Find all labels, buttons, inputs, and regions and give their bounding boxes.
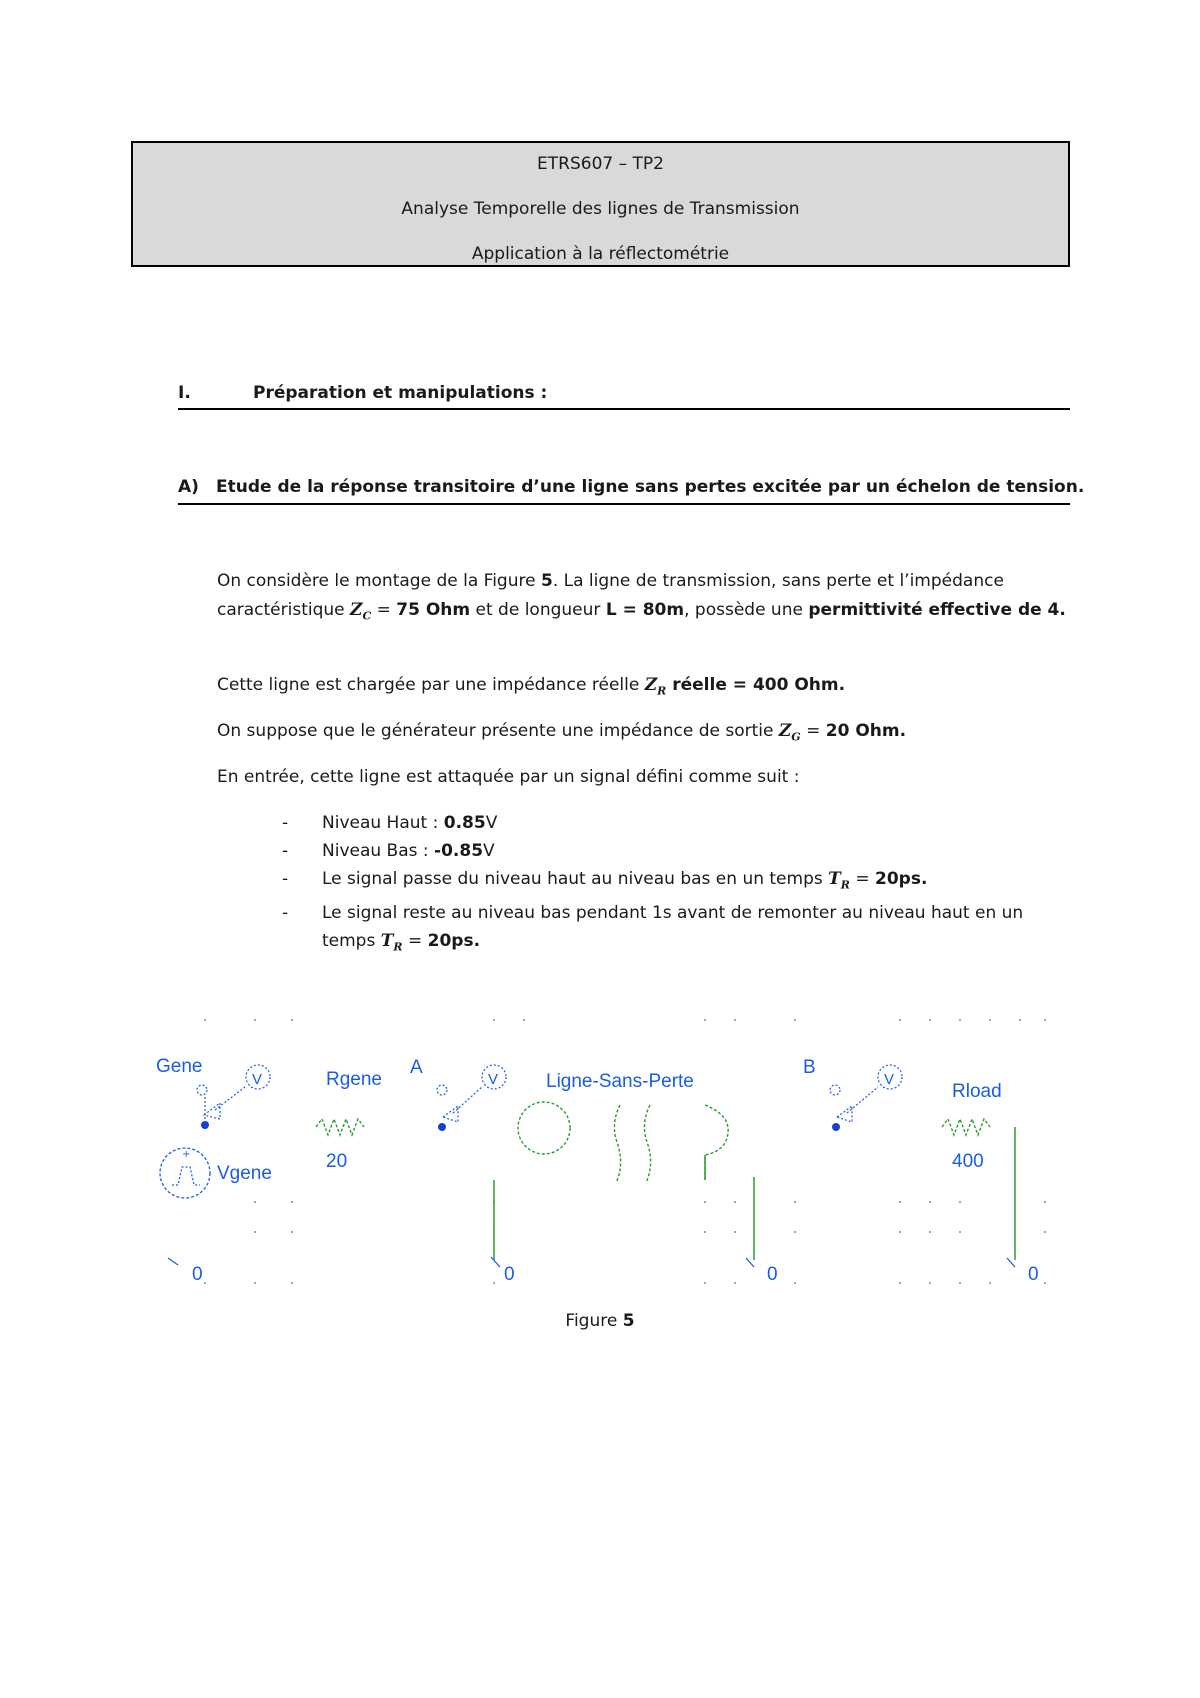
- ground-b-line: [746, 1258, 778, 1285]
- figure-caption: Figure 5: [565, 1311, 635, 1331]
- paragraph-signal-intro: En entrée, cette ligne est attaquée par un signal défini comme suit :: [217, 767, 800, 787]
- rload-value: 400: [952, 1151, 984, 1172]
- ground-label: 0: [767, 1264, 778, 1285]
- circuit-schematic: [140, 1005, 1060, 1295]
- gene-label: Gene: [156, 1056, 203, 1077]
- subsection-title: Etude de la réponse transitoire d’une ligne sans pertes excitée par un échelon de tension.: [216, 477, 1085, 497]
- ground-load: [1007, 1258, 1039, 1285]
- node-b-probe: [830, 1065, 902, 1131]
- subsection-label: A): [178, 477, 199, 497]
- document-title: Analyse Temporelle des lignes de Transmission: [401, 199, 800, 219]
- probe-label: V: [252, 1071, 263, 1088]
- transmission-line-icon: [518, 1102, 728, 1183]
- node-b-label: B: [803, 1057, 816, 1078]
- list-item: - Niveau Haut : 0.85V: [282, 813, 498, 833]
- rgene-value: 20: [326, 1151, 348, 1172]
- plus-icon: +: [182, 1149, 191, 1160]
- signal-list: [282, 809, 1072, 962]
- vgene-label: Vgene: [217, 1163, 272, 1184]
- section-rule: [178, 408, 1070, 410]
- paragraph-setup: On considère le montage de la Figure 5. La ligne de transmission, sans perte et l’impédance caractéristique $Z_C = 75$ Ohm et de longueur L = 80m, possède une permittivité effective de 4.: [217, 571, 1066, 623]
- paragraph-generator: On suppose que le générateur présente une impédance de sortie $Z_G = 20$ Ohm.: [217, 721, 907, 744]
- rload-label: Rload: [952, 1081, 1002, 1102]
- rgene-label: Rgene: [326, 1069, 382, 1090]
- list-item: - Le signal passe du niveau haut au niveau bas en un temps $T_R = 20ps$.: [282, 869, 928, 892]
- node-a-label: A: [410, 1057, 423, 1078]
- ground-label: 0: [1028, 1264, 1039, 1285]
- gene-probe: [197, 1065, 270, 1129]
- ground-label: 0: [192, 1264, 203, 1285]
- subsection-rule: [178, 503, 1070, 505]
- document-subtitle: Application à la réflectométrie: [471, 244, 730, 264]
- resistor-icon: [942, 1119, 990, 1135]
- title-box: [131, 141, 1070, 267]
- course-code: ETRS607 – TP2: [537, 154, 664, 174]
- ground-label: 0: [504, 1264, 515, 1285]
- probe-label: V: [488, 1071, 499, 1088]
- section-number: I.: [178, 383, 191, 403]
- section-title: Préparation et manipulations :: [253, 383, 548, 403]
- list-item: - Niveau Bas : -0.85V: [282, 841, 495, 861]
- node-a-probe: [437, 1065, 506, 1131]
- paragraph-load: Cette ligne est chargée par une impédance réelle $Z_R$ réelle = 400 Ohm.: [217, 675, 846, 698]
- ground-gene: [168, 1258, 203, 1285]
- ground-a: [491, 1257, 515, 1285]
- probe-label: V: [884, 1071, 895, 1088]
- voltage-source-icon: [160, 1148, 210, 1198]
- list-item: - Le signal reste au niveau bas pendant 1s avant de remonter au niveau haut en un temps $T_R = 20ps$.: [282, 903, 1024, 954]
- resistor-icon: [316, 1119, 364, 1135]
- line-label: Ligne-Sans-Perte: [546, 1071, 694, 1092]
